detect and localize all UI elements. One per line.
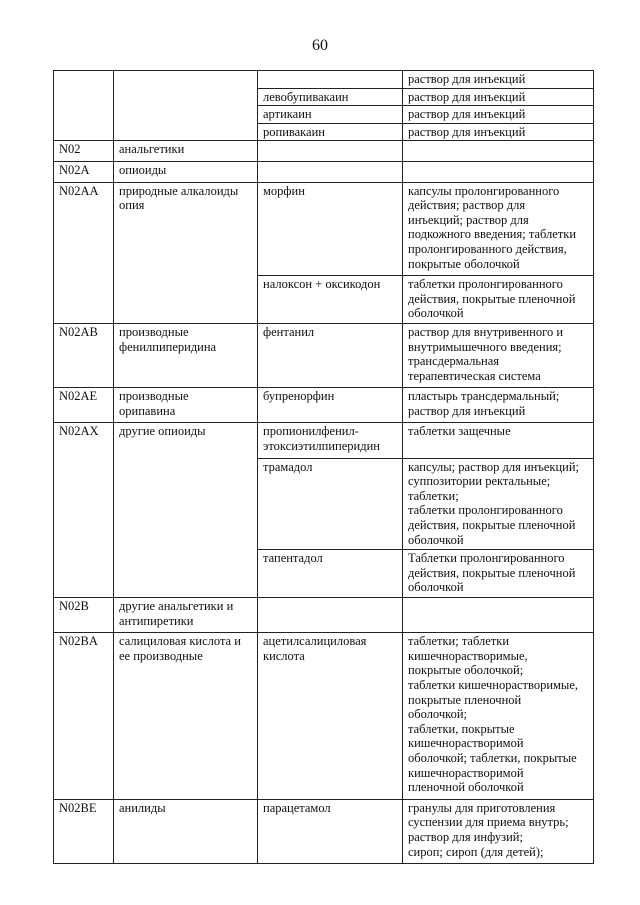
dosage-form-cell: пластырь трансдермальный; раствор для инъекций bbox=[403, 388, 594, 423]
atc-code-cell bbox=[54, 71, 114, 141]
dosage-form-cell: таблетки пролонгированного действия, покрытые пленочной оболочкой bbox=[403, 276, 594, 324]
drug-name-cell: бупренорфин bbox=[258, 388, 403, 423]
dosage-form-cell: капсулы пролонгированного действия; раствор для инъекций; раствор для подкожного введения; таблетки пролонгированного действия, покрытые оболочкой bbox=[403, 182, 594, 276]
table-row bbox=[54, 141, 594, 162]
group-name-cell: анилиды bbox=[114, 799, 258, 863]
drug-name-cell: морфин bbox=[258, 182, 403, 276]
table-row bbox=[54, 423, 594, 458]
dosage-form-cell: таблетки; таблетки кишечнорастворимые, покрытые оболочкой; таблетки кишечнорастворимые, покрытые пленочной оболочкой; таблетки, покрытые кишечнорастворимой оболочкой; таблетки, покрытые кишечнорастворимой пленочной оболочкой bbox=[403, 633, 594, 800]
drug-name-cell bbox=[258, 71, 403, 89]
dosage-form-cell: раствор для инъекций bbox=[403, 123, 594, 141]
group-name-cell: производные фенилпиперидина bbox=[114, 323, 258, 387]
drug-classification-table bbox=[53, 70, 594, 864]
table-row bbox=[54, 388, 594, 423]
drug-name-cell: трамадол bbox=[258, 458, 403, 550]
group-name-cell: другие опиоиды bbox=[114, 423, 258, 598]
atc-code-cell: N02 bbox=[54, 141, 114, 162]
table-row bbox=[54, 323, 594, 387]
table-row bbox=[54, 598, 594, 633]
dosage-form-cell: Таблетки пролонгированного действия, покрытые пленочной оболочкой bbox=[403, 550, 594, 598]
drug-name-cell bbox=[258, 598, 403, 633]
dosage-form-cell bbox=[403, 161, 594, 182]
group-name-cell: опиоиды bbox=[114, 161, 258, 182]
drug-name-cell: артикаин bbox=[258, 106, 403, 124]
group-name-cell: салициловая кислота и ее производные bbox=[114, 633, 258, 800]
dosage-form-cell: капсулы; раствор для инъекций; суппозитории ректальные; таблетки; таблетки пролонгированного действия, покрытые пленочной оболочкой bbox=[403, 458, 594, 550]
dosage-form-cell: раствор для инъекций bbox=[403, 71, 594, 89]
table-row bbox=[54, 182, 594, 276]
atc-code-cell: N02BE bbox=[54, 799, 114, 863]
table-row bbox=[54, 161, 594, 182]
group-name-cell bbox=[114, 71, 258, 141]
group-name-cell: анальгетики bbox=[114, 141, 258, 162]
page-number: 60 bbox=[312, 37, 328, 54]
drug-name-cell bbox=[258, 141, 403, 162]
drug-name-cell: парацетамол bbox=[258, 799, 403, 863]
drug-name-cell: ацетилсалициловая кислота bbox=[258, 633, 403, 800]
dosage-form-cell bbox=[403, 141, 594, 162]
drug-name-cell: ропивакаин bbox=[258, 123, 403, 141]
dosage-form-cell: таблетки защечные bbox=[403, 423, 594, 458]
atc-code-cell: N02B bbox=[54, 598, 114, 633]
drug-name-cell: налоксон + оксикодон bbox=[258, 276, 403, 324]
drug-name-cell: пропионилфенил- этоксиэтилпиперидин bbox=[258, 423, 403, 458]
group-name-cell: природные алкалоиды опия bbox=[114, 182, 258, 323]
atc-code-cell: N02AX bbox=[54, 423, 114, 598]
drug-name-cell: тапентадол bbox=[258, 550, 403, 598]
atc-code-cell: N02A bbox=[54, 161, 114, 182]
dosage-form-cell bbox=[403, 598, 594, 633]
table-row bbox=[54, 633, 594, 800]
atc-code-cell: N02AB bbox=[54, 323, 114, 387]
group-name-cell: другие анальгетики и антипиретики bbox=[114, 598, 258, 633]
dosage-form-cell: раствор для инъекций bbox=[403, 106, 594, 124]
drug-name-cell: левобупивакаин bbox=[258, 88, 403, 106]
dosage-form-cell: гранулы для приготовления суспензии для приема внутрь; раствор для инфузий; сироп; сироп (для детей); bbox=[403, 799, 594, 863]
group-name-cell: производные орипавина bbox=[114, 388, 258, 423]
drug-name-cell bbox=[258, 161, 403, 182]
atc-code-cell: N02AA bbox=[54, 182, 114, 323]
dosage-form-cell: раствор для инъекций bbox=[403, 88, 594, 106]
dosage-form-cell: раствор для внутривенного и внутримышечного введения; трансдермальная терапевтическая система bbox=[403, 323, 594, 387]
atc-code-cell: N02BA bbox=[54, 633, 114, 800]
atc-code-cell: N02AE bbox=[54, 388, 114, 423]
table-row bbox=[54, 799, 594, 863]
table-row bbox=[54, 71, 594, 89]
drug-name-cell: фентанил bbox=[258, 323, 403, 387]
